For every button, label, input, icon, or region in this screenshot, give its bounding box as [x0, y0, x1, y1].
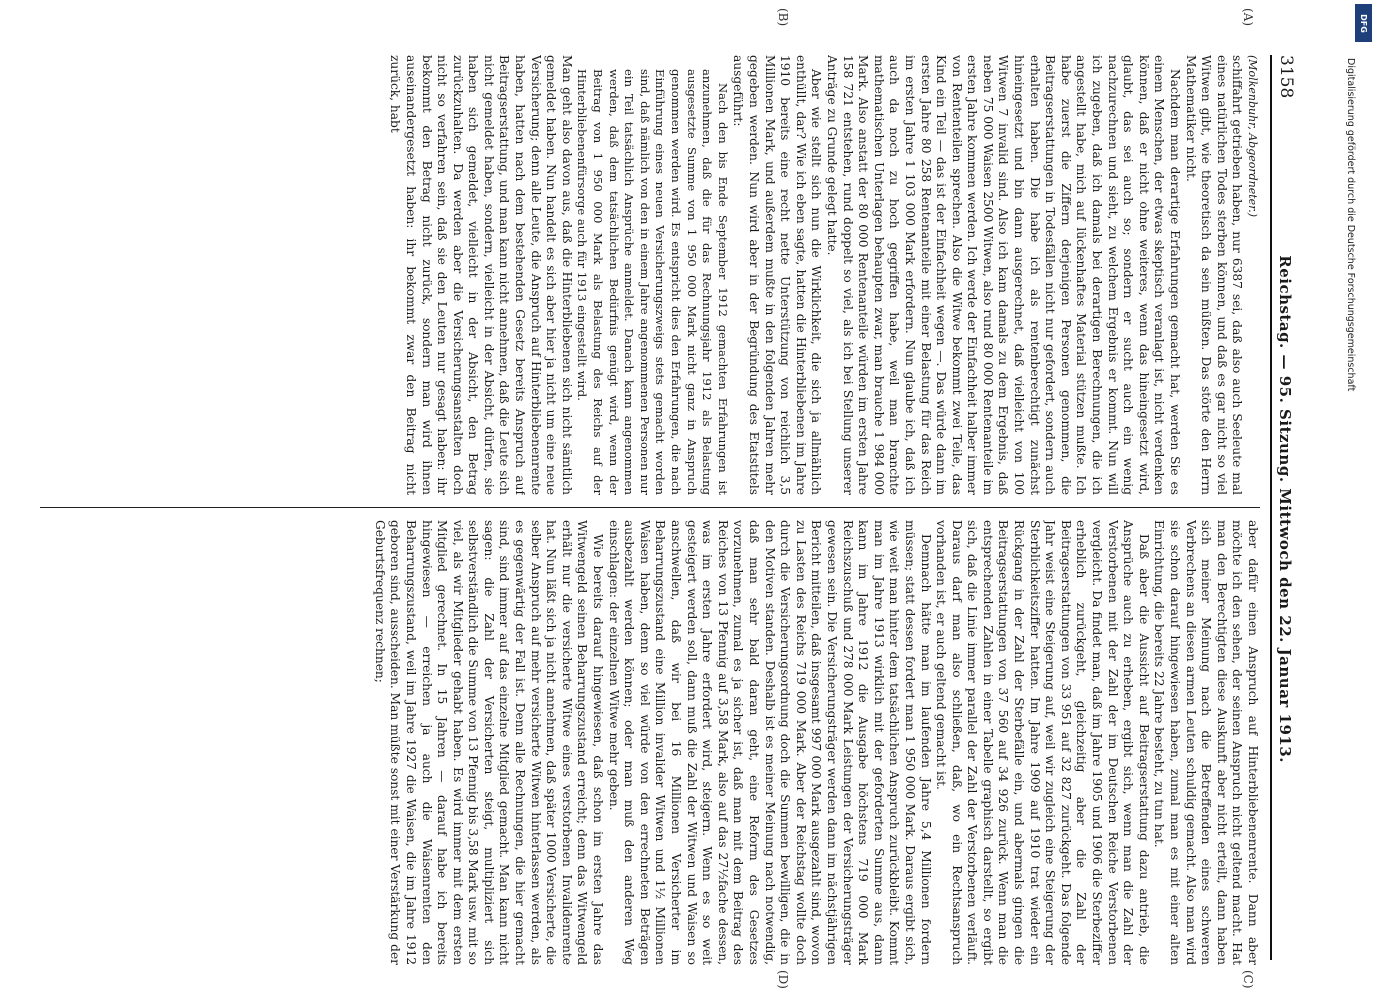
paragraph: Nachdem man derartige Erfahrungen gemacht hat, werden Sie es einem Menschen, der etwas skeptisch veranlagt ist, nicht verdenken können, daß er nicht ohne weiteres, wenn das hineingesetzt wird, glaubt, das sei auch so; sondern er sucht auch ein wenig nachzurechnen und sieht, zu welchem Ergebnis er kommt. Nun will ich zugeben, daß ich damals bei derartigen Berechnungen, die ich angestellt habe, mich auf lückenhaftes Material stützen mußte. Ich habe zuerst die Ziffern derjenigen Personen genommen, die Beitragserstattungen in Todesfällen nicht nur gefordert, sondern auch erhalten haben. Die habe ich als rentenberechtigt zunächst hineingesetzt und bin dann ausgerechnet, daß vielleicht von 100 Witwen 7 invalid sind. Also ich kam damals zu dem Ergebnis, daß neben 75 000 Waisen 2500 Witwen, also rund 80 000 Rentenanteile im ersten Jahre kommen werden. Ich werde der Einfachheit halber immer von Rententeilen sprechen. Also die Witwe bekommt zwei Teile, das Kind ein Teil — das ist der Einfachheit wegen —. Das würde dann im ersten Jahre 80 258 Rentenanteile mit einer Belastung für das Reich im ersten Jahre 1 103 000 Mark erfordern. Nun glaube ich, daß ich auch da noch zu hoch gegriffen habe, weil man branchte mathematischen Unterlagen behaupten zwar, man brauche 1 984 000 Mark. Also anstatt der 80 000 Rentenanteile würden im ersten Jahre 158 721 entstehen, rund doppelt so viel, als ich bei Stellung unserer Anträge zu Grunde gelegt hatte.	[824, 55, 1183, 495]
digitization-credit: Digitalisierung gefördert durch die Deutsche Forschungsgemeinschaft	[1345, 58, 1356, 392]
margin-label-a: (A)	[1241, 8, 1255, 27]
page-number: 3158	[1276, 55, 1296, 99]
paragraph: Wie bereits darauf hingewiesen, daß schon im ersten Jahre das Witwengeld seinen Beharrungszustand erreicht; denn das Witwengeld erhält nur die versicherte Witwe eines verstorbenen Invalidenrente hat. Nun läßt sich ja nicht annehmen, daß später 1000 Versicherte, die selber Anspruch auf mehr versicherte Witwen hinterlassen werden, als es gegenwärtig der Fall ist. Denn alle Rechnungen, die hier gemacht sind, sind immer auf das einzelne Mitglied gemacht. Man kann nicht sagen: die Zahl der Versicherten steigt, multipliziert sich selbstverständlich die Summe von 13 Pfennig bis 3,58 Mark usw. mit so viel, als wir Mitglieder gehabt haben. Es wird immer mit dem ersten Mitglied gerechnet. In 15 Jahren — darauf habe ich bereits hingewiesen — erreichen ja auch die Waisenrenten den Beharrungszustand, weil im Jahre 1927 die Waisen, die im Jahre 1912 geboren sind, ausscheiden. Man müßte sonst mit einer Verstärkung der Geburtsfrequenz rechnen;	[372, 520, 606, 965]
paragraph: Demnach hätte man im laufenden Jahre 5,4 Millionen fordern müssen; statt dessen fordert man 1 950 000 Mark. Daraus ergibt sich, wie weit man hinter dem tatsächlichen Anspruch zurückbleibt. Kommt man im Jahre 1913 wirklich mit der geforderten Summe aus, dann kann im Jahre 1912 die Ausgabe höchstens 719 000 Mark Reichszuschuß und 278 000 Mark Leistungen der Versicherungsträger gewesen sein. Die Versicherungsträger werden dann im nächstjährigen Bericht mitteilen, daß insgesamt 997 000 Mark ausgezahlt sind, wovon zu Lasten des Reichs 719 000 Mark. Aber der Reichstag wollte doch durch die Versicherungsordnung doch die Summen bewilligen, die in den Motiven standen. Deshalb ist es meiner Meinung nach notwendig, daß man sehr bald daran geht, eine Reform des Gesetzes vorzunehmen, zumal es ja sicher ist, daß man mit dem Beitrag des Reiches von 13 Pfennig auf 3,58 Mark, also auf das 27½fache dessen, was im ersten Jahre erfordert wird, steigern. Wenn es so weit gesteigert werden soll, dann muß die Zahl der Witwen und Waisen so anschwellen, daß wir bei 16 Millionen Versicherter im Beharrungszustand eine Million invalider Witwen und 1½ Millionen Waisen haben, denn so viel würde von den errechneten Beträgen ausbezahlt werden können; oder man muß den anderen Weg einschlagen: der einzelnen Witwe mehr geben.	[606, 520, 933, 965]
page-title: Reichstag. — 95. Sitzung. Mittwoch den 22. Januar 1913.	[1276, 255, 1294, 764]
paragraph: Man geht also davon aus, daß die Hinterbliebenen sich nicht sämtlich gemeldet haben. Nun handelt es sich aber hier ja nicht um eine neue Versicherung; denn alle Leute, die Anspruch auf Hinterbliebenenrente haben, hatten nach dem bestehenden Gesetz bereits Anspruch auf Beitragserstattung, und man kann nicht annehmen, daß die Leute sich nicht gemeldet haben, sondern, vielleicht in der Absicht, dürfen, sie haben sich gemeldet, vielleicht in der Absicht, den Betrag zurückzuhalten. Da werden aber die Versicherungsanstalten doch nicht so verfahren sein, daß sie den Leuten nur gesagt haben: ihr bekommt den Betrag nicht zurück, sondern man wird ihnen auseinandergesetzt haben: ihr bekommt zwar den Beitrag nicht zurück, habt	[388, 55, 574, 495]
quoted-paragraph: Nach den bis Ende September 1912 gemachten Erfahrungen ist anzunehmen, daß die für das Rechnungsjahr 1912 als Belastung ausgesetzte Summe von 1 950 000 Mark nicht ganz in Anspruch genommen werden wird. Es entspricht dies den Erfahrungen, die nach Einführung eines neuen Versicherungszweigs stets gemacht worden sind, daß nämlich von den in einem Jahre angenommenen Personen nur ein Teil tatsächlich Ansprüche anmeldet. Danach kann angenommen werden, daß dem tatsächlichen Bedürfnis genügt wird, wenn der Beitrag von 1 950 000 Mark als Belastung des Reichs auf der Hinterbliebenenfürsorge auch für 1913 eingestellt wird.	[575, 69, 730, 495]
paragraph: schiffahrt getrieben haben, nur 6387 sei, daß also auch Seeleute mal eines natürlichen Todes sterben können, und daß es gar nicht so viel Witwen gibt, wie theoretisch da sein müßten. Das störte den Herrn Mathematiker nicht.	[1183, 55, 1245, 495]
margin-label-d: (D)	[776, 970, 790, 989]
scan-credit-strip	[1338, 18, 1368, 978]
paragraph: Daß aber die Aussicht auf Beitragserstattung dazu antrieb, die Ansprüche auch zu erheben, ergibt sich, wenn man die Zahl der Verstorbenen mit der Zahl der im Deutschen Reiche Verstorbenen vergleicht. Da findet man, daß im Jahre 1905 und 1906 die Sterbeziffer erheblich zurückgeht, gleichzeitig aber die Zahl der Beitragserstattungen von 33 951 auf 32 827 zurückgeht. Das folgende Jahr weist eine Steigerung auf, weil wir zugleich eine Steigerung der Sterblichkeitsziffer hatten. Im Jahre 1909 auf 1910 trat wieder ein Rückgang in der Zahl der Sterbefälle ein, und abermals gingen die Beitragserstattungen von 37 560 auf 34 926 zurück. Wenn man die entsprechenden Zahlen in einer Tabelle graphisch darstellt, so ergibt sich, daß die Linie immer parallel der Zahl der Verstorbenen verläuft. Daraus darf man also schließen, daß, wo ein Rechtsanspruch vorhanden ist, er auch geltend gemacht ist.	[934, 520, 1151, 965]
dfg-logo: DFG	[1355, 4, 1372, 42]
column-divider	[40, 507, 1260, 508]
left-column	[40, 55, 1260, 495]
speaker-name: (Molkenbuhr, Abgeordneter.)	[1246, 55, 1259, 218]
right-column	[40, 520, 1260, 965]
paragraph: Aber wie stellt sich nun die Wirklichkeit, die sich ja allmählich enthüllt, dar? Wie ich eben sagte, hatten die Hinterbliebenen im Jahre 1910 bereits eine recht nette Unterstützung von reichlich 3,5 Millionen Mark, und außerdem mußte in den folgenden Jahren mehr gegeben werden. Nun wird aber in der Begründung des Etatstitels ausgeführt:	[731, 55, 824, 495]
page-header	[1270, 55, 1310, 960]
paragraph: aber dafür einen Anspruch auf Hinterbliebenenrente. Dann aber möchte ich den sehen, der seinen Anspruch nicht geltend macht. Hat man den Berechtigten diese Auskunft aber nicht erteilt, dann haben sich meiner Meinung nach die Betreffenden eines schweren Verbrechens an diesen armen Leuten schuldig gemacht. Also man wird sie schon darauf hingewiesen haben, zumal man es mit einer alten Einrichtung, die bereits 22 Jahre besteht, zu tun hat.	[1152, 520, 1260, 965]
margin-label-c: (C)	[1241, 970, 1255, 989]
margin-label-b: (B)	[776, 8, 790, 27]
